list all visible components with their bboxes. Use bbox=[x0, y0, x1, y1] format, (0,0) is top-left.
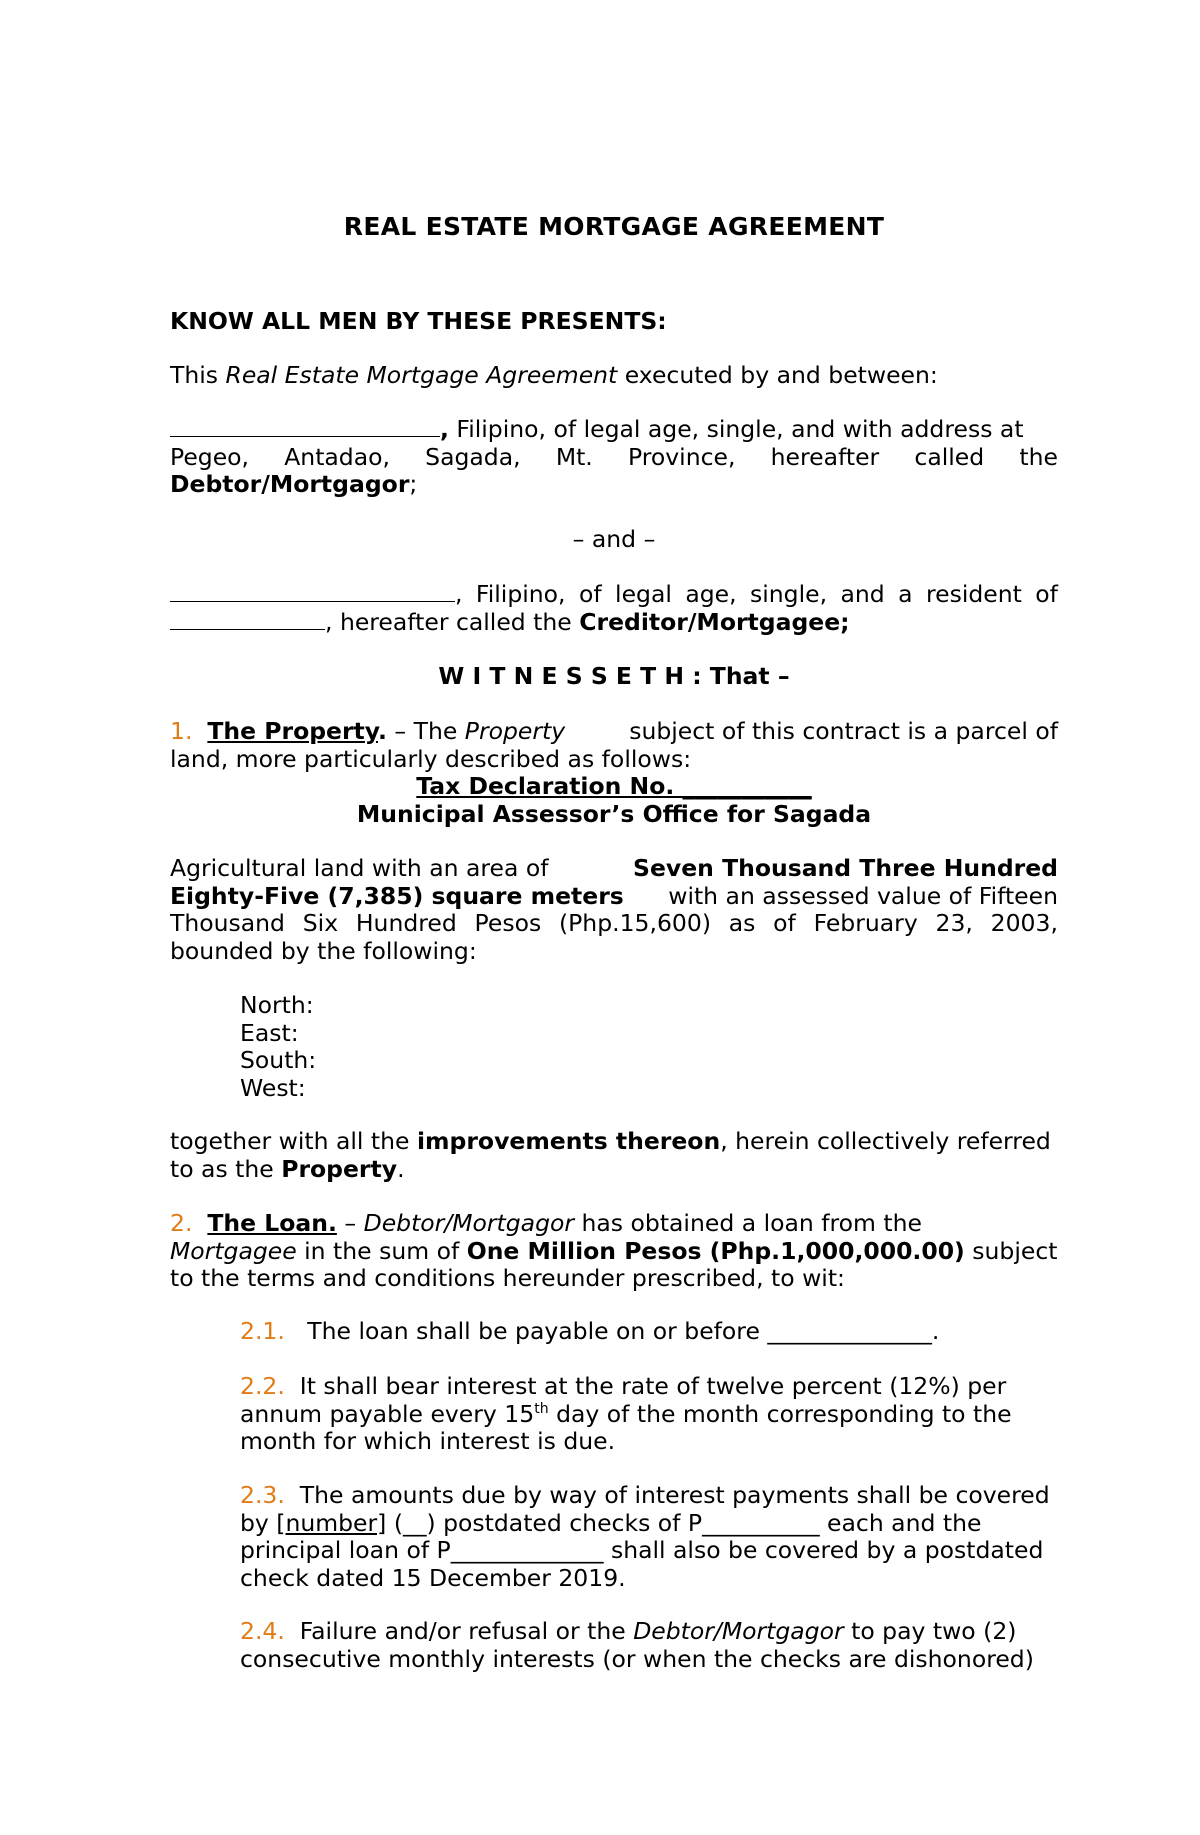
item-2-4-debtor-term: Debtor/Mortgagor bbox=[633, 1617, 844, 1645]
section-1-number: 1. bbox=[170, 717, 193, 745]
section-2-line-1 bbox=[170, 1210, 1058, 1238]
item-2-2-line-1 bbox=[240, 1373, 1050, 1401]
debtor-line-2-word-3: Mt. bbox=[555, 442, 593, 471]
creditor-paragraph bbox=[170, 581, 1058, 636]
boundary-west: West: bbox=[240, 1073, 306, 1102]
item-2-4-text-1b: to pay two (2) bbox=[843, 1617, 1017, 1645]
improvements-line-2 bbox=[170, 1156, 1058, 1184]
creditor-line-1-word-3: legal bbox=[615, 580, 672, 608]
item-2-2-line-3: month for which interest is due. bbox=[240, 1427, 616, 1455]
intro-text: This bbox=[170, 361, 226, 389]
item-2-2-text-1: It shall bear interest at the rate of twelve percent (12%) per bbox=[299, 1372, 1007, 1400]
land-desc-line-3-word-5: as bbox=[728, 909, 756, 937]
boundaries-list bbox=[240, 992, 1058, 1102]
creditor-line-1-word-2: of bbox=[578, 580, 602, 608]
land-desc-text-b: with an assessed value of Fifteen bbox=[668, 881, 1058, 910]
debtor-name-blank bbox=[170, 416, 440, 437]
land-desc-line-2 bbox=[170, 883, 1058, 911]
debtor-paragraph bbox=[170, 416, 1058, 499]
witnesseth-heading: W I T N E S S E T H : That – bbox=[438, 662, 790, 690]
section-2-text-c: in the sum of bbox=[296, 1236, 467, 1265]
debtor-line-2-word-5: hereafter bbox=[770, 442, 880, 471]
improvements-paragraph bbox=[170, 1128, 1058, 1183]
land-desc-line-1 bbox=[170, 855, 1058, 883]
item-2-3-line-3: principal loan of P_____________ shall also be covered by a postdated bbox=[240, 1536, 1044, 1564]
and-separator: – and – bbox=[572, 525, 656, 553]
creditor-line-2 bbox=[170, 609, 1058, 637]
section-2-text-d: subject bbox=[964, 1236, 1058, 1265]
land-area-words: Seven Thousand Three Hundred bbox=[633, 854, 1058, 882]
creditor-role: Creditor/Mortgagee; bbox=[579, 607, 850, 636]
assessor-office: Municipal Assessor’s Office for Sagada bbox=[356, 799, 872, 828]
intro-agreement-name: Real Estate Mortgage Agreement bbox=[225, 361, 618, 389]
boundary-east: East: bbox=[240, 1018, 299, 1047]
creditor-address-blank bbox=[170, 609, 325, 630]
item-2-3-number: 2.3. bbox=[240, 1481, 285, 1509]
creditor-name-blank bbox=[170, 581, 455, 602]
land-area-figure: Eighty-Five (7,385) square meters bbox=[170, 881, 624, 910]
debtor-line-1-text: Filipino, of legal age, single, and with address at bbox=[448, 415, 1024, 443]
creditor-line-2-text: , hereafter called the bbox=[325, 607, 580, 636]
item-2-3-line-1 bbox=[240, 1482, 1050, 1510]
debtor-line-2 bbox=[170, 444, 1058, 472]
item-2-1-text: The loan shall be payable on or before ______________. bbox=[307, 1317, 940, 1345]
debtor-line-2-word-7: the bbox=[1019, 442, 1058, 471]
improvements-text-c: , herein collectively referred bbox=[720, 1127, 1051, 1155]
item-2-4-number: 2.4. bbox=[240, 1617, 285, 1645]
section-2 bbox=[170, 1210, 1058, 1293]
section-1-text-b: subject of this contract is a parcel of bbox=[629, 717, 1058, 745]
item-2-2 bbox=[240, 1373, 1050, 1456]
section-1-heading: The Property bbox=[207, 717, 378, 745]
improvements-period: . bbox=[397, 1154, 405, 1183]
section-2-line-2 bbox=[170, 1238, 1058, 1266]
debtor-line-2-word-4: Province, bbox=[627, 442, 736, 471]
creditor-line-1-word-0: , bbox=[455, 580, 463, 608]
tax-declaration-label: Tax Declaration No. ___________ bbox=[416, 772, 812, 800]
land-desc-line-3-word-7: February bbox=[813, 909, 918, 937]
item-2-2-line-2 bbox=[240, 1401, 1050, 1429]
item-2-3-text-2b: (__) postdated checks of P__________ each and the bbox=[386, 1508, 982, 1537]
debtor-line-3 bbox=[170, 471, 1058, 499]
section-2-text-b: has obtained a loan from the bbox=[574, 1209, 922, 1237]
item-2-3-number-placeholder: [number] bbox=[276, 1508, 387, 1537]
section-1-line-1 bbox=[170, 718, 1058, 746]
item-2-4-text-1a: Failure and/or refusal or the bbox=[299, 1617, 634, 1645]
creditor-line-1-word-4: age, bbox=[685, 580, 737, 608]
creditor-line-1-word-1: Filipino, bbox=[475, 580, 566, 608]
creditor-line-1-word-9: of bbox=[1035, 580, 1058, 608]
land-desc-line-3-word-3: Pesos bbox=[474, 909, 542, 937]
land-desc-line-3 bbox=[170, 910, 1058, 938]
item-2-3-line-4: check dated 15 December 2019. bbox=[240, 1563, 626, 1592]
land-desc-line-3-word-4: (Php.15,600) bbox=[558, 909, 711, 937]
land-desc-line-4: bounded by the following: bbox=[170, 936, 477, 965]
section-1-property-term: Property bbox=[464, 717, 566, 745]
creditor-line-1-word-5: single, bbox=[750, 580, 828, 608]
know-all-men-heading: KNOW ALL MEN BY THESE PRESENTS: bbox=[170, 307, 667, 335]
creditor-line-1-word-6: and bbox=[840, 580, 885, 608]
item-2-4-line-1 bbox=[240, 1618, 1050, 1646]
item-2-1-number: 2.1. bbox=[240, 1317, 285, 1345]
section-1-line-2: land, more particularly described as follows: bbox=[170, 744, 692, 773]
section-1-heading-dot: . bbox=[377, 717, 387, 745]
intro-text-end: executed by and between: bbox=[617, 361, 938, 389]
debtor-line-2-word-6: called bbox=[914, 442, 985, 471]
section-2-heading: The Loan. bbox=[207, 1209, 337, 1237]
creditor-line-1-word-7: a bbox=[898, 580, 913, 608]
land-desc-line-3-word-8: 23, bbox=[935, 909, 973, 937]
debtor-line-2-word-2: Sagada, bbox=[425, 442, 521, 471]
creditor-line-1 bbox=[170, 581, 1058, 609]
land-desc-line-3-word-9: 2003, bbox=[990, 909, 1058, 937]
item-2-4-line-2: consecutive monthly interests (or when the checks are dishonored) bbox=[240, 1644, 1034, 1673]
land-description bbox=[170, 855, 1058, 965]
loan-amount: One Million Pesos (Php.1,000,000.00) bbox=[466, 1236, 965, 1265]
section-1-text-a: – The bbox=[386, 717, 465, 745]
item-2-1 bbox=[240, 1318, 1050, 1346]
boundary-north: North: bbox=[240, 991, 314, 1019]
intro-paragraph bbox=[170, 362, 1058, 390]
item-2-4 bbox=[240, 1618, 1050, 1673]
item-2-3-text-2a: by bbox=[240, 1508, 277, 1537]
land-desc-line-3-word-2: Hundred bbox=[355, 909, 457, 937]
item-2-3 bbox=[240, 1482, 1050, 1592]
item-2-2-superscript: th bbox=[534, 1400, 549, 1417]
item-2-2-number: 2.2. bbox=[240, 1372, 285, 1400]
item-2-3-text-1: The amounts due by way of interest payments shall be covered bbox=[299, 1481, 1050, 1509]
improvements-term: improvements thereon bbox=[416, 1127, 721, 1155]
improvements-text-d: to as the bbox=[170, 1154, 282, 1183]
debtor-comma: , bbox=[440, 415, 449, 443]
debtor-role-end: ; bbox=[409, 470, 418, 498]
improvements-line-1 bbox=[170, 1128, 1058, 1156]
document-title: REAL ESTATE MORTGAGE AGREEMENT bbox=[343, 212, 885, 241]
creditor-line-1-word-8: resident bbox=[926, 580, 1022, 608]
item-2-2-text-2a: annum payable every 15 bbox=[240, 1399, 535, 1428]
section-2-number: 2. bbox=[170, 1209, 193, 1237]
debtor-role: Debtor/Mortgagor bbox=[170, 470, 410, 498]
property-term: Property bbox=[281, 1154, 398, 1183]
section-2-dash: – bbox=[336, 1209, 364, 1237]
land-desc-line-3-word-0: Thousand bbox=[170, 909, 285, 937]
boundary-south: South: bbox=[240, 1046, 317, 1074]
item-2-3-line-2 bbox=[240, 1510, 1050, 1538]
improvements-text-a: together with all the bbox=[170, 1127, 417, 1155]
item-2-2-text-2b: day of the month corresponding to the bbox=[548, 1399, 1012, 1428]
section-2-line-3: to the terms and conditions hereunder prescribed, to wit: bbox=[170, 1264, 845, 1292]
section-2-debtor-term: Debtor/Mortgagor bbox=[363, 1209, 575, 1237]
creditor-line-1-text bbox=[455, 581, 1058, 609]
land-desc-line-3-word-6: of bbox=[773, 909, 796, 937]
section-2-mortgagee-term: Mortgagee bbox=[170, 1236, 297, 1265]
land-desc-line-3-word-1: Six bbox=[302, 909, 339, 937]
debtor-line-1 bbox=[170, 416, 1058, 444]
debtor-line-2-word-0: Pegeo, bbox=[170, 442, 250, 471]
section-1 bbox=[170, 718, 1058, 828]
tax-declaration bbox=[170, 773, 1058, 801]
debtor-line-2-word-1: Antadao, bbox=[284, 442, 390, 471]
land-desc-text-a: Agricultural land with an area of bbox=[170, 854, 549, 882]
